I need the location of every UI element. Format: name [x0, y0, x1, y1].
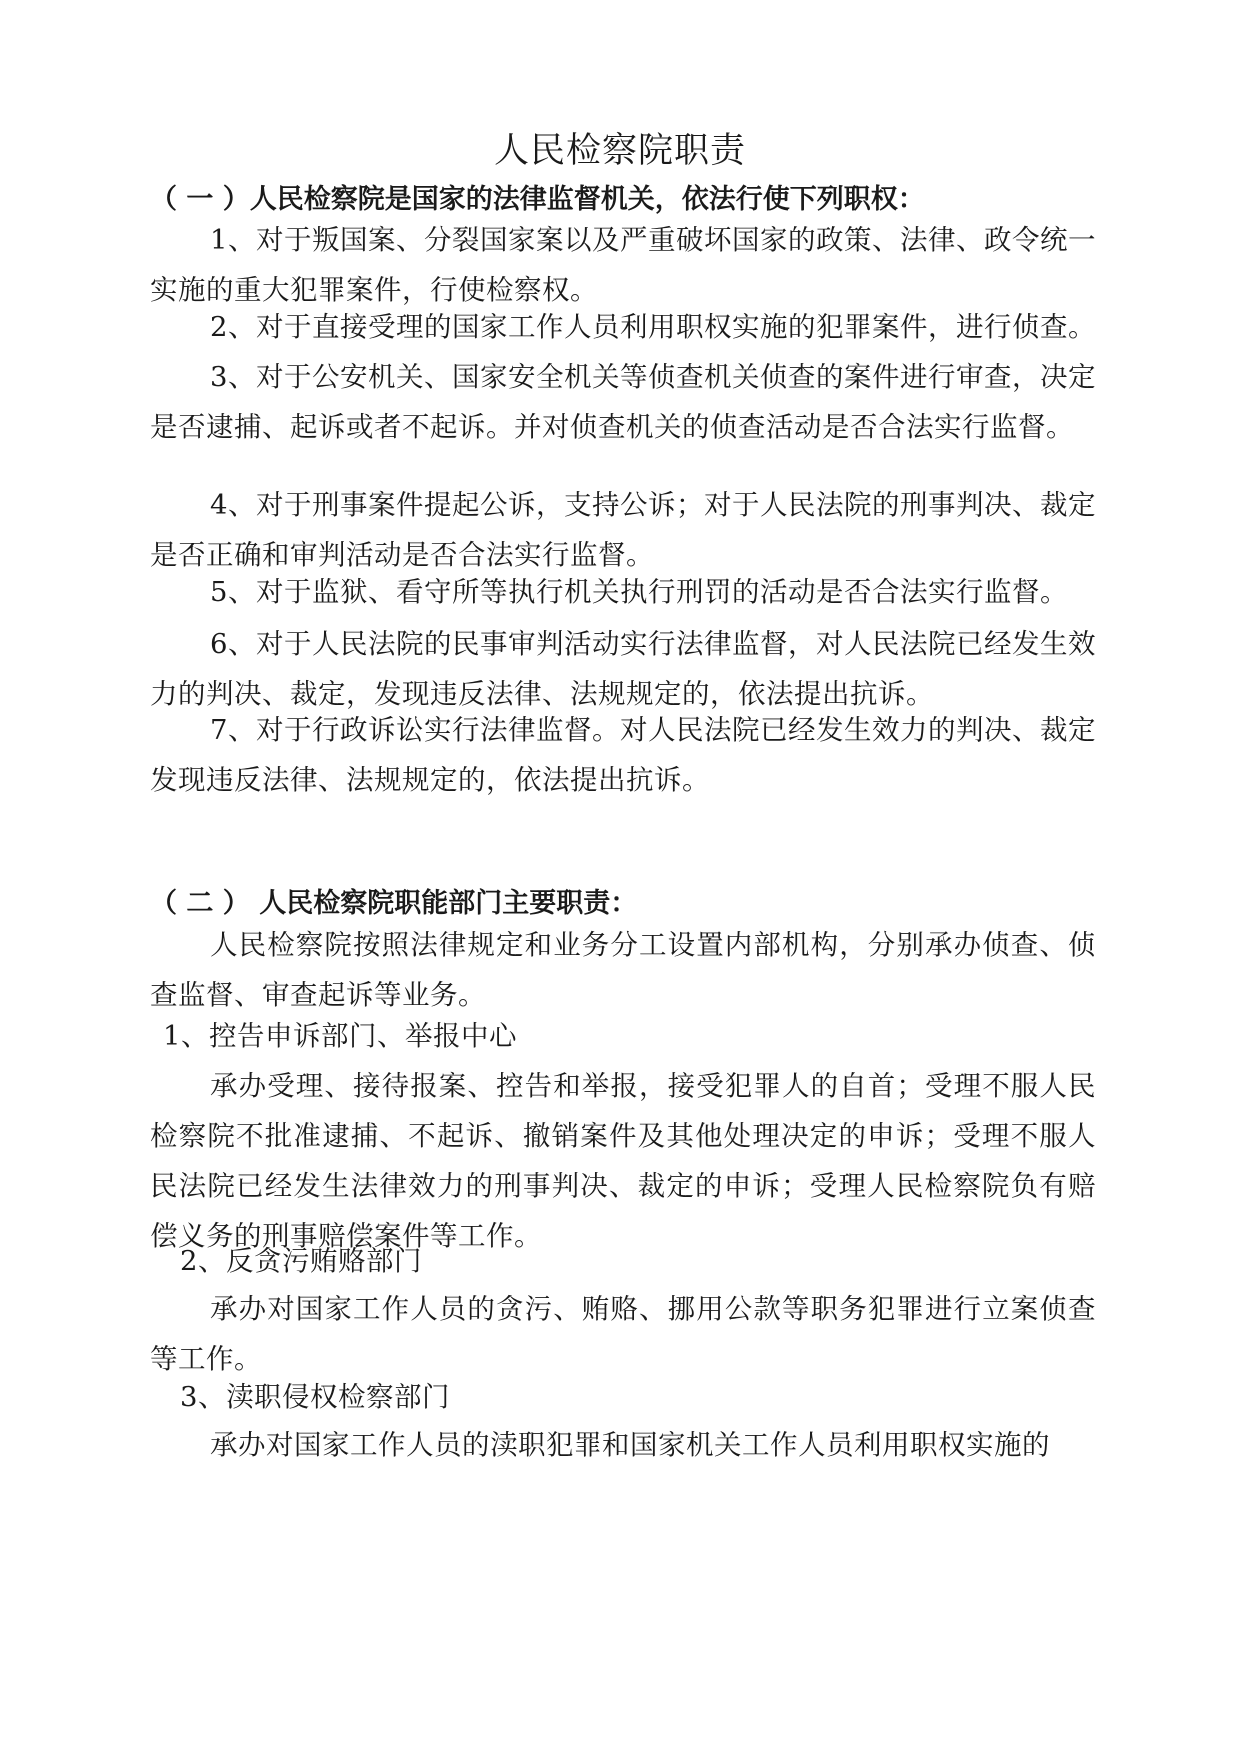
section-1-item-2: 2、对于直接受理的国家工作人员利用职权实施的犯罪案件，进行侦查。 — [210, 311, 1096, 343]
section-1-item-5: 5、对于监狱、看守所等执行机关执行刑罚的活动是否合法实行监督。 — [210, 576, 1068, 608]
section-1-item-4: 4、对于刑事案件提起公诉，支持公诉；对于人民法院的刑事判决、裁定是否正确和审判活动是否合法实行监督。 — [150, 489, 1096, 571]
section-1-item-7: 7、对于行政诉讼实行法律监督。对人民法院已经发生效力的判决、裁定发现违反法律、法规规定的，依法提出抗诉。 — [150, 714, 1096, 796]
section-1-heading: （ 一 ）人民检察院是国家的法律监督机关，依法行使下列职权： — [150, 184, 925, 215]
department-2-desc: 承办对国家工作人员的贪污、贿赂、挪用公款等职务犯罪进行立案侦查等工作。 — [150, 1293, 1096, 1375]
page-title: 人民检察院职责 — [493, 131, 746, 171]
section-1-item-1: 1、对于叛国案、分裂国家案以及严重破坏国家的政策、法律、政令统一实施的重大犯罪案件，行使检察权。 — [150, 224, 1096, 306]
department-3-name: 3、渎职侵权检察部门 — [180, 1381, 450, 1413]
section-2-intro: 人民检察院按照法律规定和业务分工设置内部机构，分别承办侦查、侦查监督、审查起诉等业务。 — [150, 929, 1096, 1011]
section-1-item-3: 3、对于公安机关、国家安全机关等侦查机关侦查的案件进行审查，决定是否逮捕、起诉或者不起诉。并对侦查机关的侦查活动是否合法实行监督。 — [150, 361, 1096, 443]
section-1-item-6: 6、对于人民法院的民事审判活动实行法律监督，对人民法院已经发生效力的判决、裁定，发现违反法律、法规规定的，依法提出抗诉。 — [150, 628, 1096, 710]
department-2-name: 2、反贪污贿赂部门 — [180, 1245, 422, 1277]
section-2-heading: （ 二 ） 人民检察院职能部门主要职责： — [150, 888, 638, 919]
department-3-desc: 承办对国家工作人员的渎职犯罪和国家机关工作人员利用职权实施的 — [210, 1429, 1050, 1461]
department-1-desc: 承办受理、接待报案、控告和举报，接受犯罪人的自首；受理不服人民检察院不批准逮捕、不起诉、撤销案件及其他处理决定的申诉；受理不服人民法院已经发生法律效力的刑事判决、裁定的申诉；受理人民检察院负有赔偿义务的刑事赔偿案件等工作。 — [150, 1070, 1096, 1252]
department-1-name: 1、控告申诉部门、举报中心 — [163, 1020, 517, 1052]
